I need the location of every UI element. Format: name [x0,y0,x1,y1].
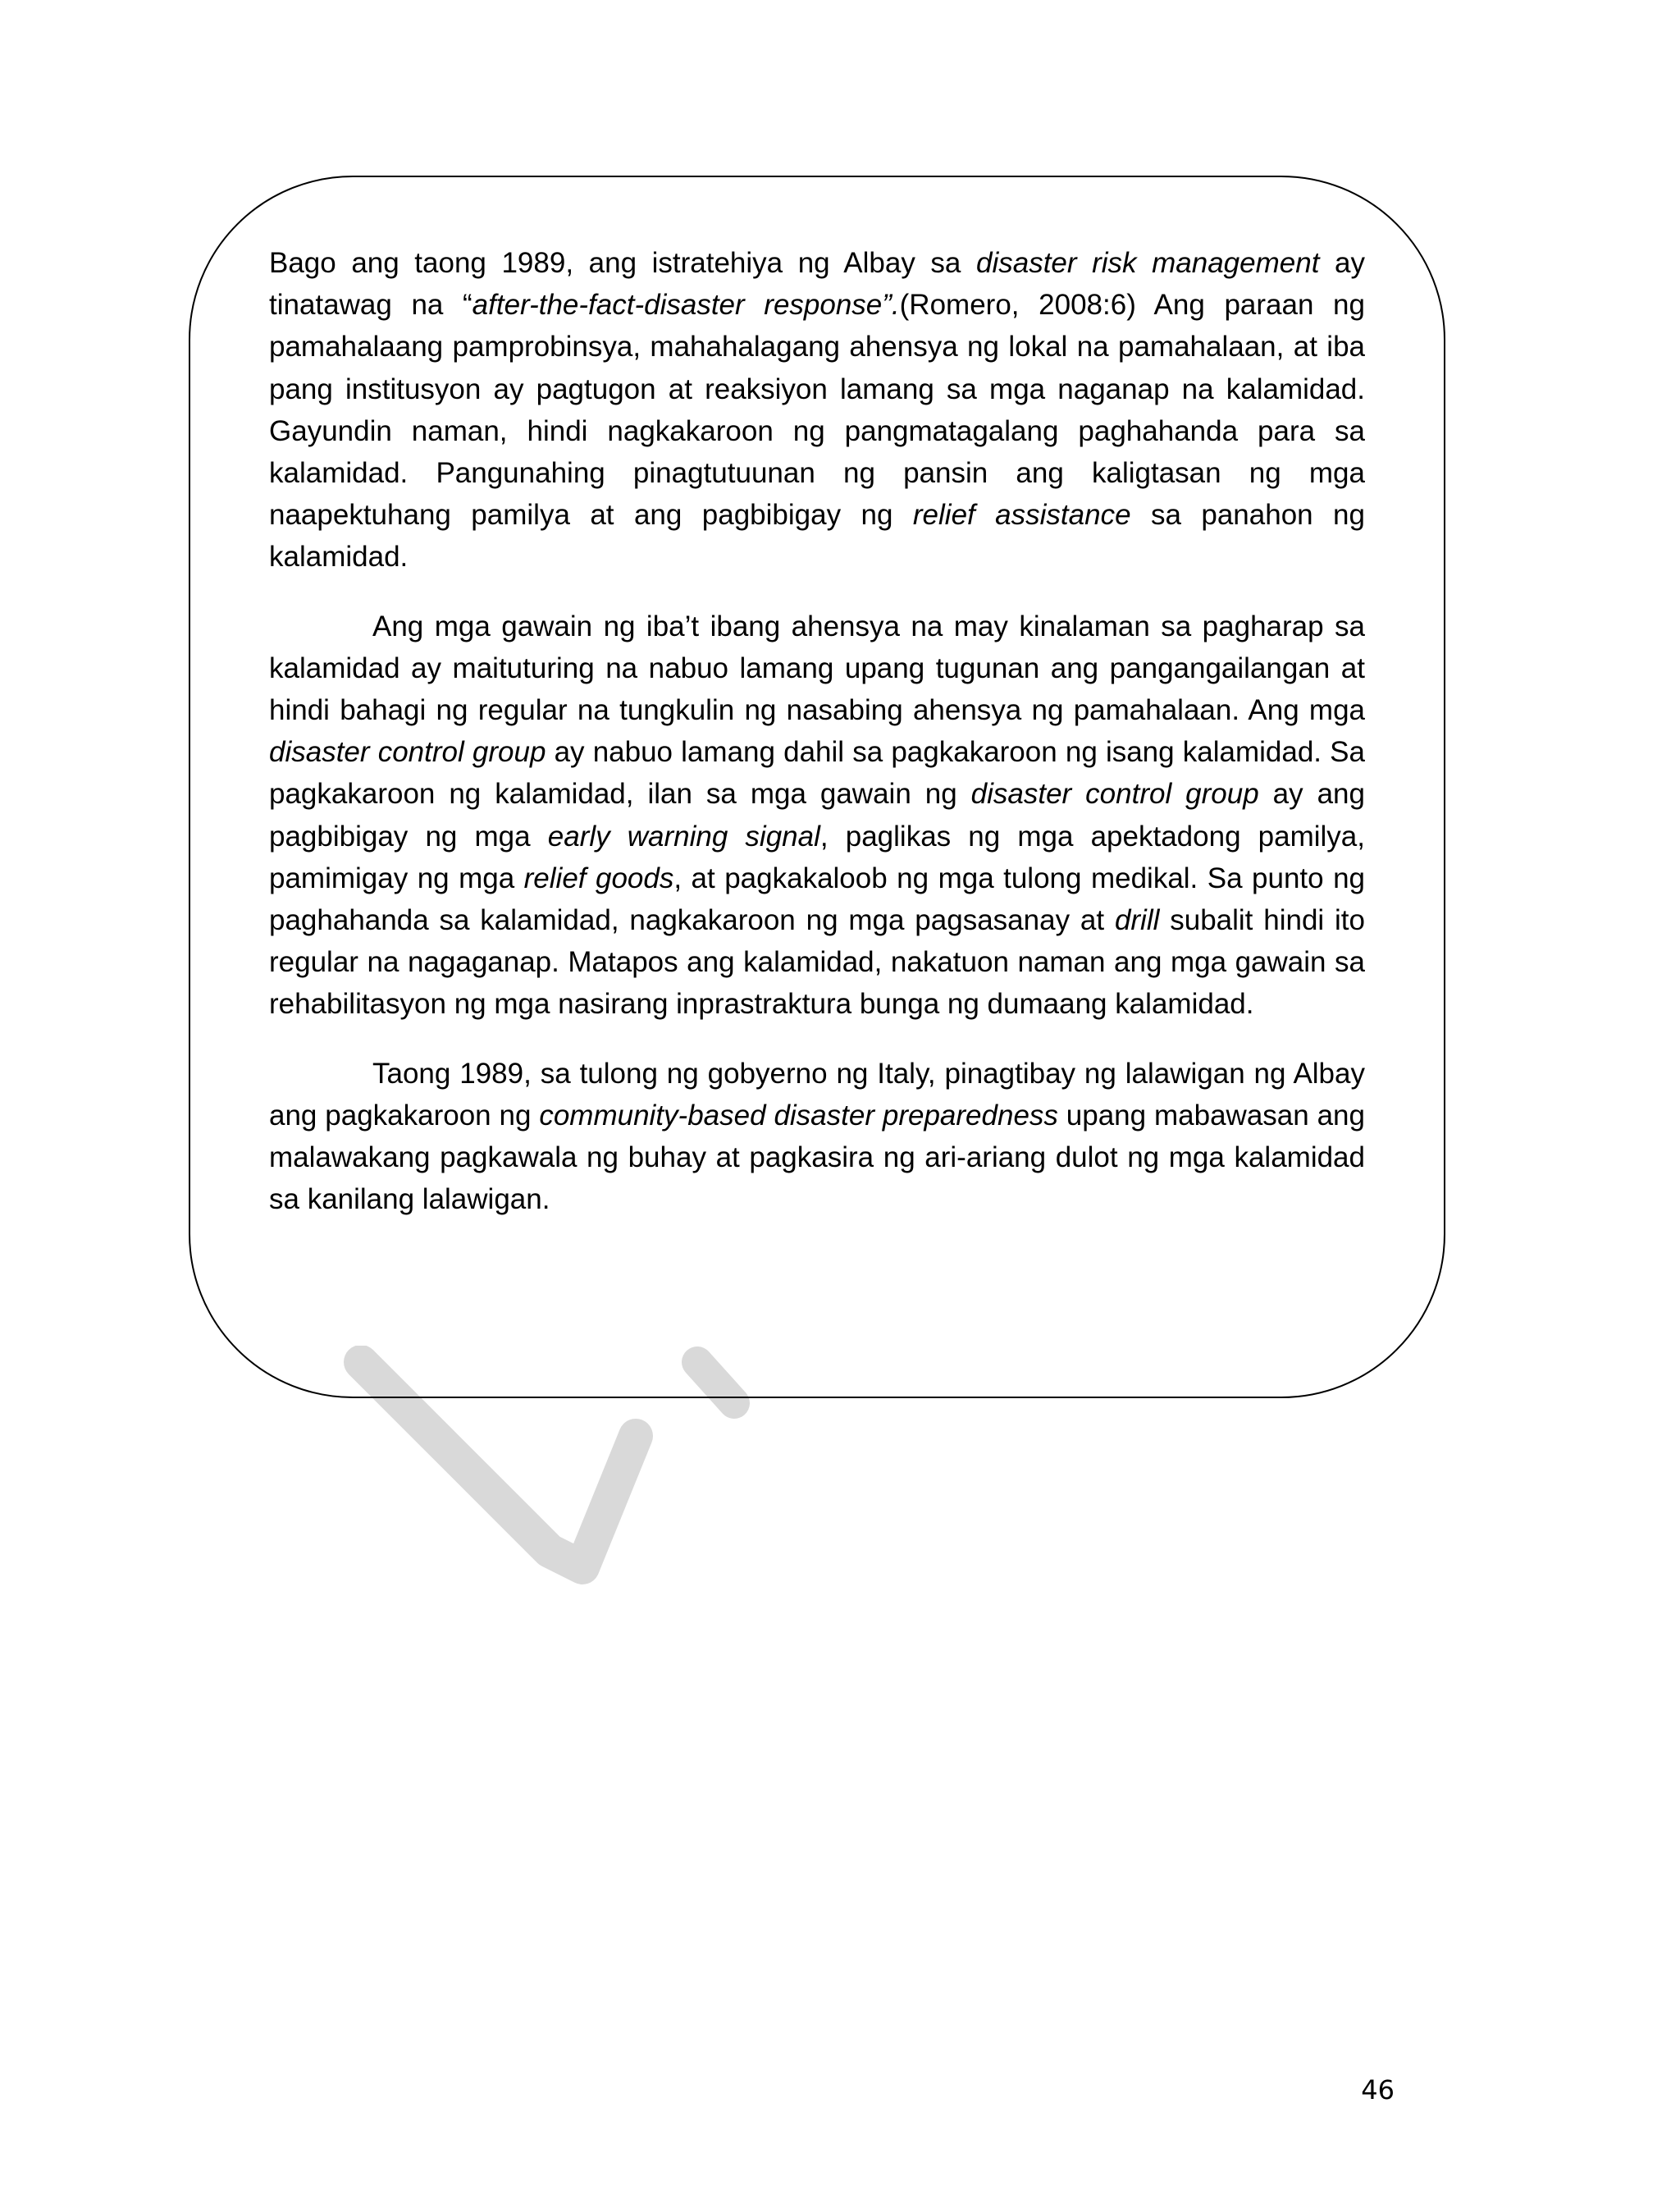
italic-term: early warning signal [547,820,820,853]
text-run: ay ang pagbibigay ng mga [269,778,1365,853]
text-run: Ang mga gawain ng iba’t ibang ahensya na may kinalaman sa pagharap sa kalamidad ay maituturing na nabuo lamang upang tugunan ang pangangailangan at hindi bahagi ng regular na tungkulin ng nasabing ahensya ng pamahalaan. Ang mga [269,610,1365,727]
italic-term: disaster control group [269,736,546,769]
paragraph-2 [269,606,1365,1026]
italic-term: drill [1114,904,1160,937]
text-run: subalit hindi ito regular na nagaganap. Matapos ang kalamidad, nakatuon naman ang mga gawain sa rehabilitasyon ng mga nasirang inprastraktura bunga ng dumaang kalamidad. [269,904,1365,1021]
text-run: sa panahon ng kalamidad. [269,499,1365,574]
page-number: 46 [1361,2074,1395,2105]
paragraph-3 [269,1053,1365,1221]
text-run: upang mabawasan ang malawakang pagkawala ng buhay at pagkasira ng ari-ariang dulot ng mga kalamidad sa kanilang lalawigan. [269,1099,1365,1216]
italic-term: after-the-fact-disaster response”. [472,289,900,322]
body-text [269,242,1365,1247]
text-run: , at pagkakaloob ng mga tulong medikal. Sa punto ng paghahanda sa kalamidad, nagkakaroon ng mga pagsasanay at [269,862,1366,937]
italic-term: relief assistance [912,499,1131,532]
text-run: (Romero, 2008:6) Ang paraan ng pamahalaang pamprobinsya, mahahalagang ahensya ng lokal na pamahalaan, at iba pang institusyon ay pagtugon at reaksiyon lamang sa mga naganap na kalamidad. Gayundin naman, hindi nagkakaroon ng pangmatagalang paghahanda para sa kalamidad. Pangunahing pinagtutuunan ng pansin ang kaligtasan ng mga naapektuhang pamilya at ang pagbibigay ng [269,289,1365,532]
italic-term: relief goods [523,862,674,894]
paragraph-1 [269,242,1365,578]
italic-term: community-based disaster preparedness [539,1099,1058,1132]
text-run: ay tinatawag na “ [269,247,1365,322]
italic-term: disaster risk management [975,247,1320,279]
text-run: Taong 1989, sa tulong ng gobyerno ng Italy, pinagtibay ng lalawigan ng Albay ang pagkakaroon ng [269,1057,1365,1132]
italic-term: disaster control group [970,778,1259,811]
text-run: ay nabuo lamang dahil sa pagkakaroon ng isang kalamidad. Sa pagkakaroon ng kalamidad, ilan sa mga gawain ng [269,736,1365,811]
text-run: Bago ang taong 1989, ang istratehiya ng Albay sa [269,247,976,279]
text-run: , paglikas ng mga apektadong pamilya, pamimigay ng mga [269,820,1365,894]
